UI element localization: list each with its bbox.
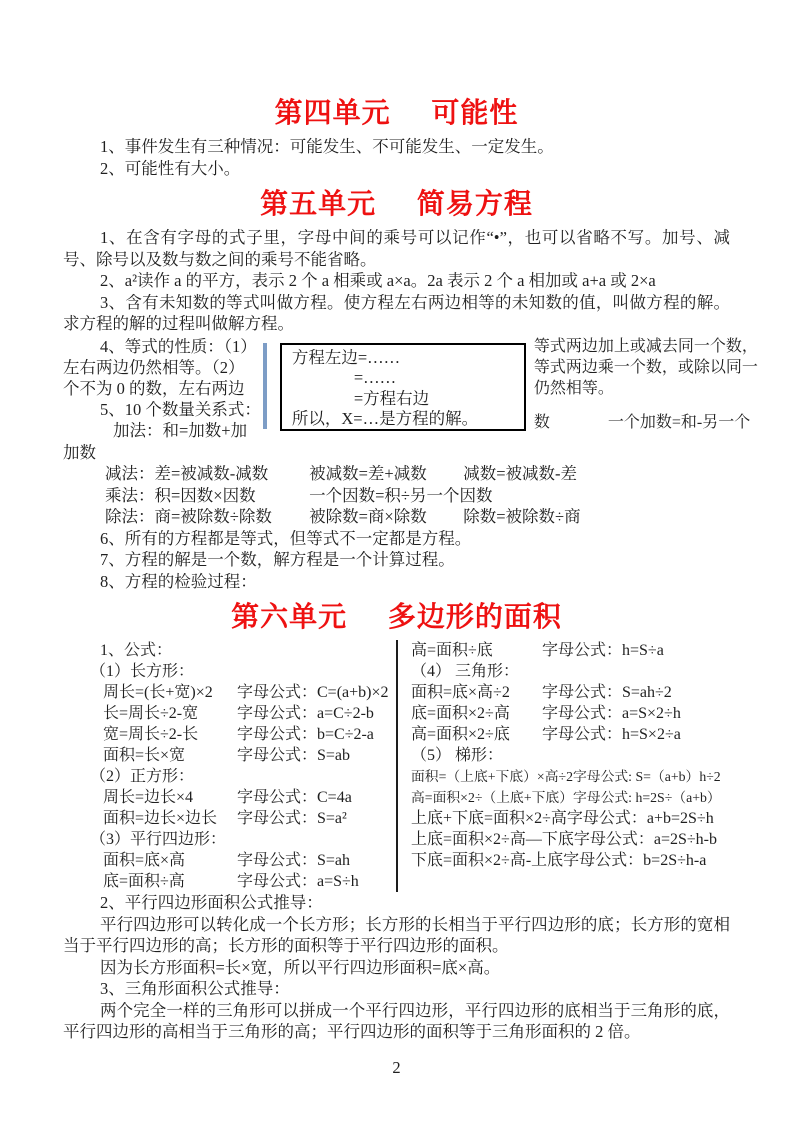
formula-row: [63, 871, 396, 892]
formula-text: 底=面积÷高: [103, 873, 185, 890]
unit5-item-6: 6、所有的方程都是等式，但等式不一定都是方程。: [100, 528, 472, 548]
unit5-title-name: 简易方程: [416, 188, 533, 219]
formula-text: 高=面积÷底: [411, 642, 493, 659]
letter-formula: 字母公式：a=2S÷h-b: [573, 831, 717, 848]
formula-text: 上底=面积×2÷高—下底: [411, 831, 574, 848]
formula-column-right: [396, 640, 730, 892]
unit6-derivation-2-title: 2、平行四边形面积公式推导：: [100, 893, 323, 912]
equation-solution-box: [280, 343, 526, 431]
letter-formula: 字母公式：S=ah: [237, 852, 351, 869]
side-note-line-1: 等式两边加上或减去同一个数，: [533, 337, 758, 355]
letter-formula: 字母公式: h=2S÷（a+b）: [573, 790, 721, 805]
side-note-line-3: 仍然相等。: [533, 379, 614, 397]
letter-formula: 字母公式：h=S×2÷a: [542, 726, 681, 743]
unit4-item-2: 2、可能性有大小。: [100, 158, 241, 178]
formula-text: 宽=周长÷2-长: [103, 726, 199, 743]
unit6-derivation-3-title: 3、三角形面积公式推导：: [100, 979, 290, 998]
box-line-1: 方程左边=……: [291, 347, 401, 367]
unit6-derivation-3-body: 两个完全一样的三角形可以拼成一个平行四边形，平行四边形的底相当于三角形的底，平行四边形的高相当于三角形的高；平行四边形的面积等于三角形面积的 2 倍。: [63, 1000, 730, 1041]
formula-row: [63, 682, 396, 703]
letter-formula: 字母公式: S=（a+b）h÷2: [573, 769, 721, 784]
formula-column-left: [63, 640, 396, 892]
relation-cell: 被除数=商×除数: [309, 507, 427, 526]
letter-formula: 字母公式：S=a²: [237, 810, 347, 827]
unit4-title-label: 第四单元: [274, 97, 391, 128]
formula-text: 底=面积×2÷高: [411, 705, 510, 722]
formula-row: [411, 640, 730, 661]
letter-formula: 字母公式：a+b=2S÷h: [566, 810, 714, 827]
unit4-title-name: 可能性: [431, 97, 519, 128]
letter-formula: 字母公式：a=S×2÷h: [542, 705, 681, 722]
properties-line-4: 5、10 个数量关系式：: [100, 399, 261, 419]
letter-formula: 字母公式：C=(a+b)×2: [237, 684, 389, 701]
formula-row: [411, 724, 730, 745]
relation-cell: 除数=被除数÷商: [463, 507, 581, 526]
page-number: 2: [392, 1057, 401, 1077]
unit6-title-label: 第六单元: [231, 601, 348, 632]
formula-heading: （2）正方形：: [90, 768, 195, 785]
formula-row: [411, 829, 730, 850]
properties-line-3: 个不为 0 的数，左右两边: [63, 378, 245, 398]
formula-row: [411, 745, 730, 766]
formula-row: [411, 703, 730, 724]
formula-heading: 1、公式：: [100, 642, 173, 659]
formula-columns: [63, 640, 730, 892]
formula-row: [63, 745, 396, 766]
box-line-2: =……: [353, 368, 397, 387]
side-note-line-2: 等式两边乘一个数，或除以同一: [533, 358, 758, 376]
properties-line-1: 4、等式的性质：（1）: [100, 336, 257, 356]
formula-row: [63, 703, 396, 724]
side-note-line-4: [534, 412, 758, 433]
properties-right-column: [534, 336, 758, 441]
relation-cell: 一个因数=积÷另一个因数: [309, 485, 493, 505]
formula-row: [411, 682, 730, 703]
formula-text: 上底+下底=面积×2÷高: [411, 810, 567, 827]
formula-row: [411, 661, 730, 682]
formula-text: 周长=(长+宽)×2: [103, 684, 213, 701]
formula-heading: （4） 三角形：: [411, 663, 520, 680]
relation-row-division: [63, 506, 730, 528]
formula-row: [63, 850, 396, 871]
formula-text: 长=周长÷2-宽: [103, 705, 199, 722]
relation-row-subtraction: [63, 463, 730, 485]
formula-text: 下底=面积×2÷高-上底: [411, 852, 564, 869]
relation-cell: 除法：商=被除数÷除数: [105, 507, 272, 526]
formula-text: 面积=边长×边长: [103, 810, 218, 827]
unit4-item-1: 1、事件发生有三种情况：可能发生、不可能发生、一定发生。: [100, 137, 554, 156]
properties-line-2: 左右两边仍然相等。（2）: [63, 357, 245, 377]
formula-text: 面积=（上底+下底）×高÷2: [411, 769, 573, 784]
formula-row: [63, 640, 396, 661]
formula-row: [63, 787, 396, 808]
formula-text: 面积=底×高÷2: [411, 684, 510, 701]
formula-text: 高=面积×2÷（上底+下底）: [411, 790, 573, 805]
letter-formula: 字母公式：h=S÷a: [542, 642, 664, 659]
side-note-line-4a: 数: [533, 413, 550, 431]
letter-formula: 字母公式：C=4a: [237, 789, 352, 806]
formula-text: 高=面积×2÷底: [411, 726, 510, 743]
unit5-title-label: 第五单元: [260, 188, 377, 219]
letter-formula: 字母公式：b=C÷2-a: [237, 726, 374, 743]
properties-overflow-word: 加数: [63, 442, 96, 462]
formula-text: 周长=边长×4: [103, 789, 194, 806]
unit5-paragraph-1: 1、在含有字母的式子里，字母中间的乘号可以记作“•”，也可以省略不写。加号、减号、除号以及数与数之间的乘号不能省略。: [63, 228, 730, 269]
letter-formula: 字母公式：S=ab: [237, 747, 351, 764]
side-note-line-4b: 一个加数=和-另一个: [607, 413, 751, 431]
properties-line-5: 加法：和=加数+加: [113, 420, 248, 440]
letter-formula: 字母公式：b=2S÷h-a: [563, 852, 707, 869]
formula-heading: （3）平行四边形：: [90, 831, 227, 848]
formula-row: [63, 661, 396, 682]
formula-row: [63, 766, 396, 787]
unit6-derivation-2-conclusion: 因为长方形面积=长×宽，所以平行四边形面积=底×高。: [100, 957, 501, 977]
formula-text: 面积=底×高: [103, 852, 186, 869]
relation-cell: 减数=被减数-差: [463, 464, 578, 483]
letter-formula: 字母公式：a=S÷h: [237, 873, 359, 890]
properties-left-column: [63, 336, 261, 441]
box-line-3: =方程右边: [353, 388, 430, 408]
equation-properties-cluster: [63, 336, 758, 441]
unit4-title: [63, 96, 730, 130]
unit5-paragraph-2: 2、a²读作 a 的平方，表示 2 个 a 相乘或 a×a。2a 表示 2 个 a 相加或 a+a 或 2×a: [100, 271, 656, 290]
unit6-derivation-2-body: 平行四边形可以转化成一个长方形；长方形的长相当于平行四边形的底；长方形的宽相当于平行四边形的高；长方形的面积等于平行四边形的面积。: [63, 914, 730, 955]
formula-text: 面积=长×宽: [103, 747, 186, 764]
relation-cell: 被减数=差+减数: [309, 464, 427, 483]
letter-formula: 字母公式：a=C÷2-b: [237, 705, 374, 722]
unit6-title-name: 多边形的面积: [387, 601, 562, 632]
relation-row-multiplication: [63, 485, 730, 507]
unit5-item-7: 7、方程的解是一个数，解方程是一个计算过程。: [100, 550, 455, 569]
formula-row: [63, 829, 396, 850]
unit5-item-8: 8、方程的检验过程：: [100, 571, 257, 591]
formula-row: [411, 808, 730, 829]
formula-row: [411, 766, 730, 787]
formula-row: [63, 724, 396, 745]
box-line-4: 所以，X=…是方程的解。: [291, 409, 479, 428]
formula-heading: （5） 梯形：: [411, 747, 504, 764]
formula-row: [63, 808, 396, 829]
relation-cell: 乘法：积=因数×因数: [105, 485, 256, 505]
unit5-title: [63, 187, 730, 221]
blue-divider-bar: [263, 343, 267, 429]
relation-cell: 减法：差=被减数-减数: [105, 464, 269, 483]
unit6-title: [63, 600, 730, 634]
formula-row: [411, 850, 730, 871]
formula-heading: （1）长方形：: [90, 663, 195, 680]
formula-row: [411, 787, 730, 808]
unit5-paragraph-3: 3、含有未知数的等式叫做方程。使方程左右两边相等的未知数的值，叫做方程的解。求方程的解的过程叫做解方程。: [63, 292, 730, 333]
letter-formula: 字母公式：S=ah÷2: [542, 684, 672, 701]
